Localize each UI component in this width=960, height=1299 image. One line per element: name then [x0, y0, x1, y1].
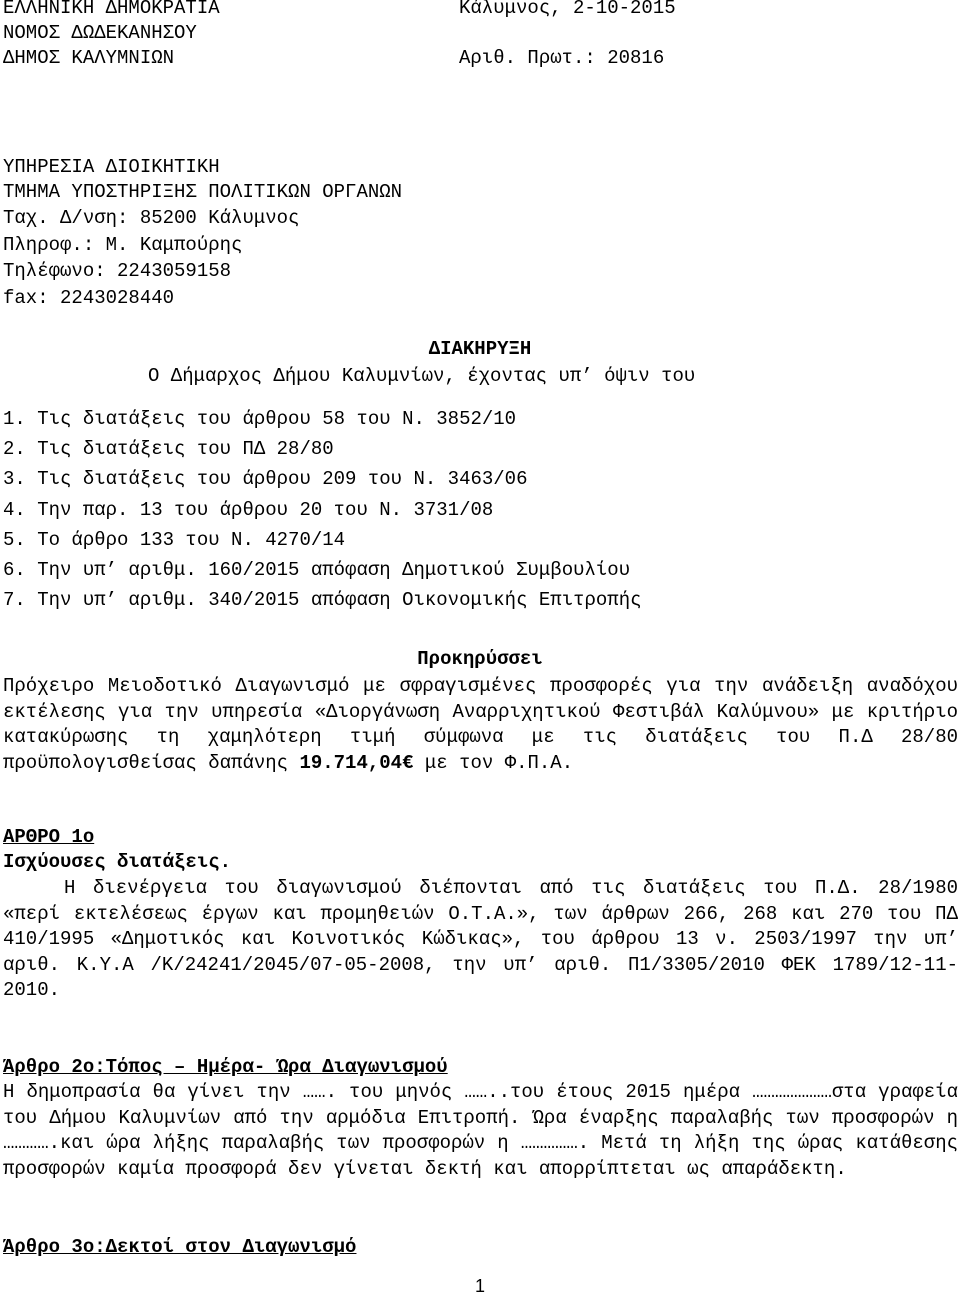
phone-line: Τηλέφωνο: 2243059158	[3, 260, 232, 282]
article1-text: Η διενέργεια του διαγωνισμού διέπονται από τις διατάξεις του Π.Δ. 28/1980 «περί εκτελέσεως έργων και προμηθειών Ο.Τ.Α.», των άρθρων 266, 268 και 270 του ΠΔ 410/1995 «Δημοτικός και Κοινοτικός Κώδικας», του άρθρου 13 ν. 2503/1997 την υπ’ αριθ. Κ.Υ.Α /Κ/24241/2045/07-05-2008, την υπ’ αριθ. Π1/3305/2010 ΦΕΚ 1789/12-11-2010.	[3, 877, 958, 1001]
article2-text: Η δημοπρασία θα γίνει την ……. του μηνός ……..του έτους 2015 ημέρα …………………στα γραφεία του Δήμου Καλυμνίων από την αρμόδια Επιτροπή. Ώρα έναρξης παραλαβής των προσφορών η ………….και ώρα λήξης παραλαβής των προσφορών η ……………. Μετά τη λήξη της ώρας κατάθεσης προσφορών καμία προσφορά δεν γίνεται δεκτή και απορρίπτεται ως απαράδεκτη.	[3, 1081, 958, 1180]
list-item: 6. Την υπ’ αριθμ. 160/2015 απόφαση Δημοτικού Συμβουλίου	[3, 559, 631, 582]
article3-title: Άρθρο 3ο:Δεκτοί στον Διαγωνισμό	[3, 1236, 357, 1258]
article1-subtitle: Ισχύουσες διατάξεις.	[3, 851, 232, 873]
announce-text-before: Πρόχειρο Μειοδοτικό Διαγωνισμό με σφραγισμένες προσφορές για την ανάδειξη αναδόχου εκτέλεσης για την υπηρεσία «Διοργάνωση Αναρριχητικού Φεστιβάλ Καλύμνου» με κριτήριο κατακύρωσης τη χαμηλότερη τιμή σύμφωνα με τις διατάξεις του Π.Δ 28/80 προϋπολογισθείσας δαπάνης	[3, 675, 958, 774]
country-line: ΕΛΛΗΝΙΚΗ ΔΗΜΟΚΡΑΤΙΑ	[3, 0, 220, 19]
service-line: ΥΠΗΡΕΣΙΑ ΔΙΟΙΚΗΤΙΚΗ	[3, 156, 220, 178]
contact-person-line: Πληροφ.: Μ. Καμπούρης	[3, 234, 243, 256]
list-item: 2. Τις διατάξεις του ΠΔ 28/80	[3, 438, 334, 461]
page-number: 1	[474, 1276, 485, 1296]
list-item: 4. Την παρ. 13 του άρθρου 20 του Ν. 3731/08	[3, 498, 494, 521]
address-line: Ταχ. Δ/νση: 85200 Κάλυμνος	[3, 207, 300, 229]
declaration-intro: Ο Δήμαρχος Δήμου Καλυμνίων, έχοντας υπ’ όψιν του	[148, 365, 696, 387]
article1-title: ΑΡΘΡΟ 1ο	[3, 826, 95, 848]
place-date: Κάλυμνος, 2-10-2015	[459, 0, 676, 19]
article2-title: Άρθρο 2ο:Τόπος – Ημέρα- Ώρα Διαγωνισμού	[3, 1056, 448, 1078]
considerations-list	[3, 404, 642, 615]
list-item: 1. Τις διατάξεις του άρθρου 58 του Ν. 3852/10	[3, 408, 517, 430]
announce-text	[3, 674, 958, 776]
announce-title: Προκηρύσσει	[417, 648, 543, 670]
department-line: ΤΜΗΜΑ ΥΠΟΣΤΗΡΙΞΗΣ ΠΟΛΙΤΙΚΩΝ ΟΡΓΑΝΩΝ	[3, 181, 403, 203]
list-item: 5. Το άρθρο 133 του Ν. 4270/14	[3, 528, 346, 551]
protocol-number: Αριθ. Πρωτ.: 20816	[459, 47, 665, 69]
list-item: 7. Την υπ’ αριθμ. 340/2015 απόφαση Οικονομικής Επιτροπής	[3, 589, 642, 612]
declaration-title: ΔΙΑΚΗΡΥΞΗ	[428, 338, 532, 360]
municipality-line: ΔΗΜΟΣ ΚΑΛΥΜΝΙΩΝ	[3, 47, 175, 69]
announce-text-after: με τον Φ.Π.Α.	[424, 751, 574, 774]
fax-line: fax: 2243028440	[3, 287, 175, 309]
list-item: 3. Τις διατάξεις του άρθρου 209 του Ν. 3463/06	[3, 468, 528, 491]
prefecture-line: ΝΟΜΟΣ ΔΩΔΕΚΑΝΗΣΟΥ	[3, 22, 197, 44]
budget-amount: 19.714,04€	[299, 751, 414, 774]
